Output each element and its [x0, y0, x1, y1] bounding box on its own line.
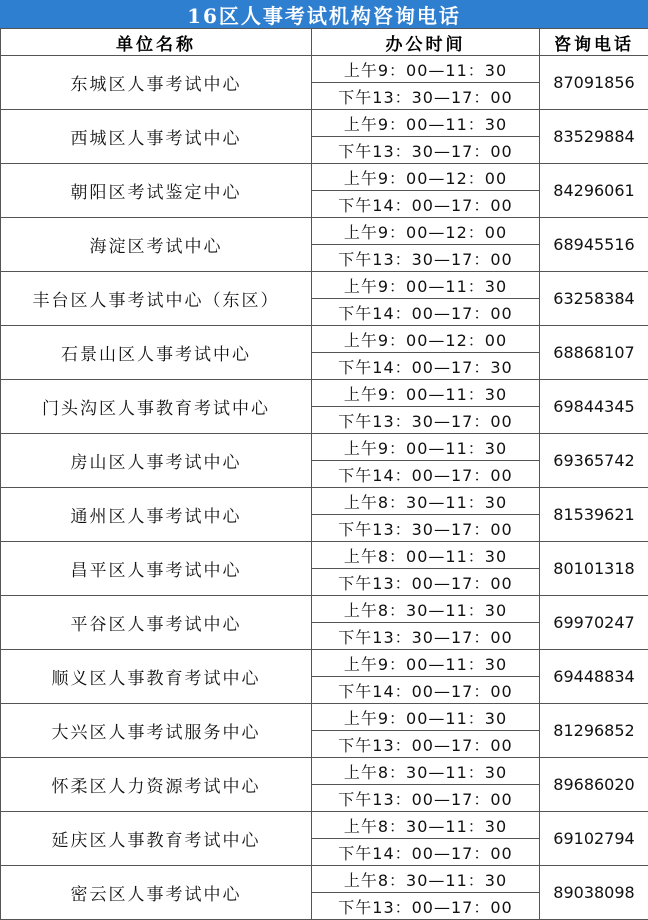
phone-number: 83529884	[540, 110, 648, 164]
phone-number: 63258384	[540, 272, 648, 326]
unit-name: 海淀区考试中心	[1, 218, 312, 272]
morning-hours: 上午9：00—11：30	[312, 704, 540, 731]
morning-hours: 上午8：30—11：30	[312, 596, 540, 623]
phone-number: 69448834	[540, 650, 648, 704]
table-row	[1, 56, 648, 83]
afternoon-hours: 下午14：00—17：00	[312, 299, 540, 326]
phone-number: 69365742	[540, 434, 648, 488]
table-row	[1, 542, 648, 569]
afternoon-hours: 下午14：00—17：30	[312, 353, 540, 380]
morning-hours: 上午8：30—11：30	[312, 488, 540, 515]
unit-name: 房山区人事考试中心	[1, 434, 312, 488]
afternoon-hours: 下午14：00—17：00	[312, 191, 540, 218]
phone-number: 89686020	[540, 758, 648, 812]
morning-hours: 上午9：00—12：00	[312, 326, 540, 353]
unit-name: 怀柔区人力资源考试中心	[1, 758, 312, 812]
unit-name: 平谷区人事考试中心	[1, 596, 312, 650]
afternoon-hours: 下午14：00—17：00	[312, 677, 540, 704]
unit-name: 通州区人事考试中心	[1, 488, 312, 542]
afternoon-hours: 下午13：30—17：00	[312, 515, 540, 542]
afternoon-hours: 下午13：30—17：00	[312, 137, 540, 164]
unit-name: 延庆区人事教育考试中心	[1, 812, 312, 866]
morning-hours: 上午9：00—12：00	[312, 218, 540, 245]
unit-name: 密云区人事考试中心	[1, 866, 312, 920]
afternoon-hours: 下午13：30—17：00	[312, 245, 540, 272]
phone-number: 84296061	[540, 164, 648, 218]
table-row	[1, 326, 648, 353]
afternoon-hours: 下午13：00—17：00	[312, 785, 540, 812]
morning-hours: 上午9：00—11：30	[312, 434, 540, 461]
afternoon-hours: 下午13：00—17：00	[312, 731, 540, 758]
morning-hours: 上午9：00—11：30	[312, 56, 540, 83]
phone-number: 89038098	[540, 866, 648, 920]
table-row	[1, 164, 648, 191]
table-row	[1, 434, 648, 461]
header-unit: 单位名称	[1, 29, 312, 56]
afternoon-hours: 下午13：00—17：00	[312, 893, 540, 920]
phone-number: 68945516	[540, 218, 648, 272]
unit-name: 顺义区人事教育考试中心	[1, 650, 312, 704]
morning-hours: 上午9：00—11：30	[312, 110, 540, 137]
unit-name: 门头沟区人事教育考试中心	[1, 380, 312, 434]
unit-name: 东城区人事考试中心	[1, 56, 312, 110]
morning-hours: 上午9：00—11：30	[312, 380, 540, 407]
page-title: 16区人事考试机构咨询电话	[0, 0, 648, 28]
contact-table	[0, 28, 648, 920]
phone-number: 69844345	[540, 380, 648, 434]
phone-number: 69102794	[540, 812, 648, 866]
table-row	[1, 866, 648, 893]
unit-name: 石景山区人事考试中心	[1, 326, 312, 380]
table-row	[1, 596, 648, 623]
table-row	[1, 488, 648, 515]
table-row	[1, 380, 648, 407]
phone-number: 87091856	[540, 56, 648, 110]
unit-name: 昌平区人事考试中心	[1, 542, 312, 596]
table-row	[1, 650, 648, 677]
unit-name: 丰台区人事考试中心（东区）	[1, 272, 312, 326]
afternoon-hours: 下午13：30—17：00	[312, 407, 540, 434]
phone-number: 68868107	[540, 326, 648, 380]
morning-hours: 上午8：30—11：30	[312, 866, 540, 893]
unit-name: 朝阳区考试鉴定中心	[1, 164, 312, 218]
morning-hours: 上午8：00—11：30	[312, 542, 540, 569]
afternoon-hours: 下午13：30—17：00	[312, 83, 540, 110]
phone-number: 81539621	[540, 488, 648, 542]
morning-hours: 上午9：00—11：30	[312, 272, 540, 299]
unit-name: 西城区人事考试中心	[1, 110, 312, 164]
morning-hours: 上午9：00—12：00	[312, 164, 540, 191]
table-header-row	[1, 29, 648, 56]
morning-hours: 上午8：30—11：30	[312, 758, 540, 785]
table-body	[1, 56, 648, 920]
afternoon-hours: 下午14：00—17：00	[312, 839, 540, 866]
header-phone: 咨询电话	[540, 29, 648, 56]
afternoon-hours: 下午13：30—17：00	[312, 623, 540, 650]
table-row	[1, 812, 648, 839]
header-time: 办公时间	[312, 29, 540, 56]
afternoon-hours: 下午14：00—17：00	[312, 461, 540, 488]
afternoon-hours: 下午13：00—17：00	[312, 569, 540, 596]
morning-hours: 上午9：00—11：30	[312, 650, 540, 677]
unit-name: 大兴区人事考试服务中心	[1, 704, 312, 758]
table-row	[1, 704, 648, 731]
morning-hours: 上午8：30—11：30	[312, 812, 540, 839]
table-row	[1, 110, 648, 137]
table-row	[1, 272, 648, 299]
table-row	[1, 758, 648, 785]
phone-number: 80101318	[540, 542, 648, 596]
phone-number: 69970247	[540, 596, 648, 650]
table-row	[1, 218, 648, 245]
phone-number: 81296852	[540, 704, 648, 758]
